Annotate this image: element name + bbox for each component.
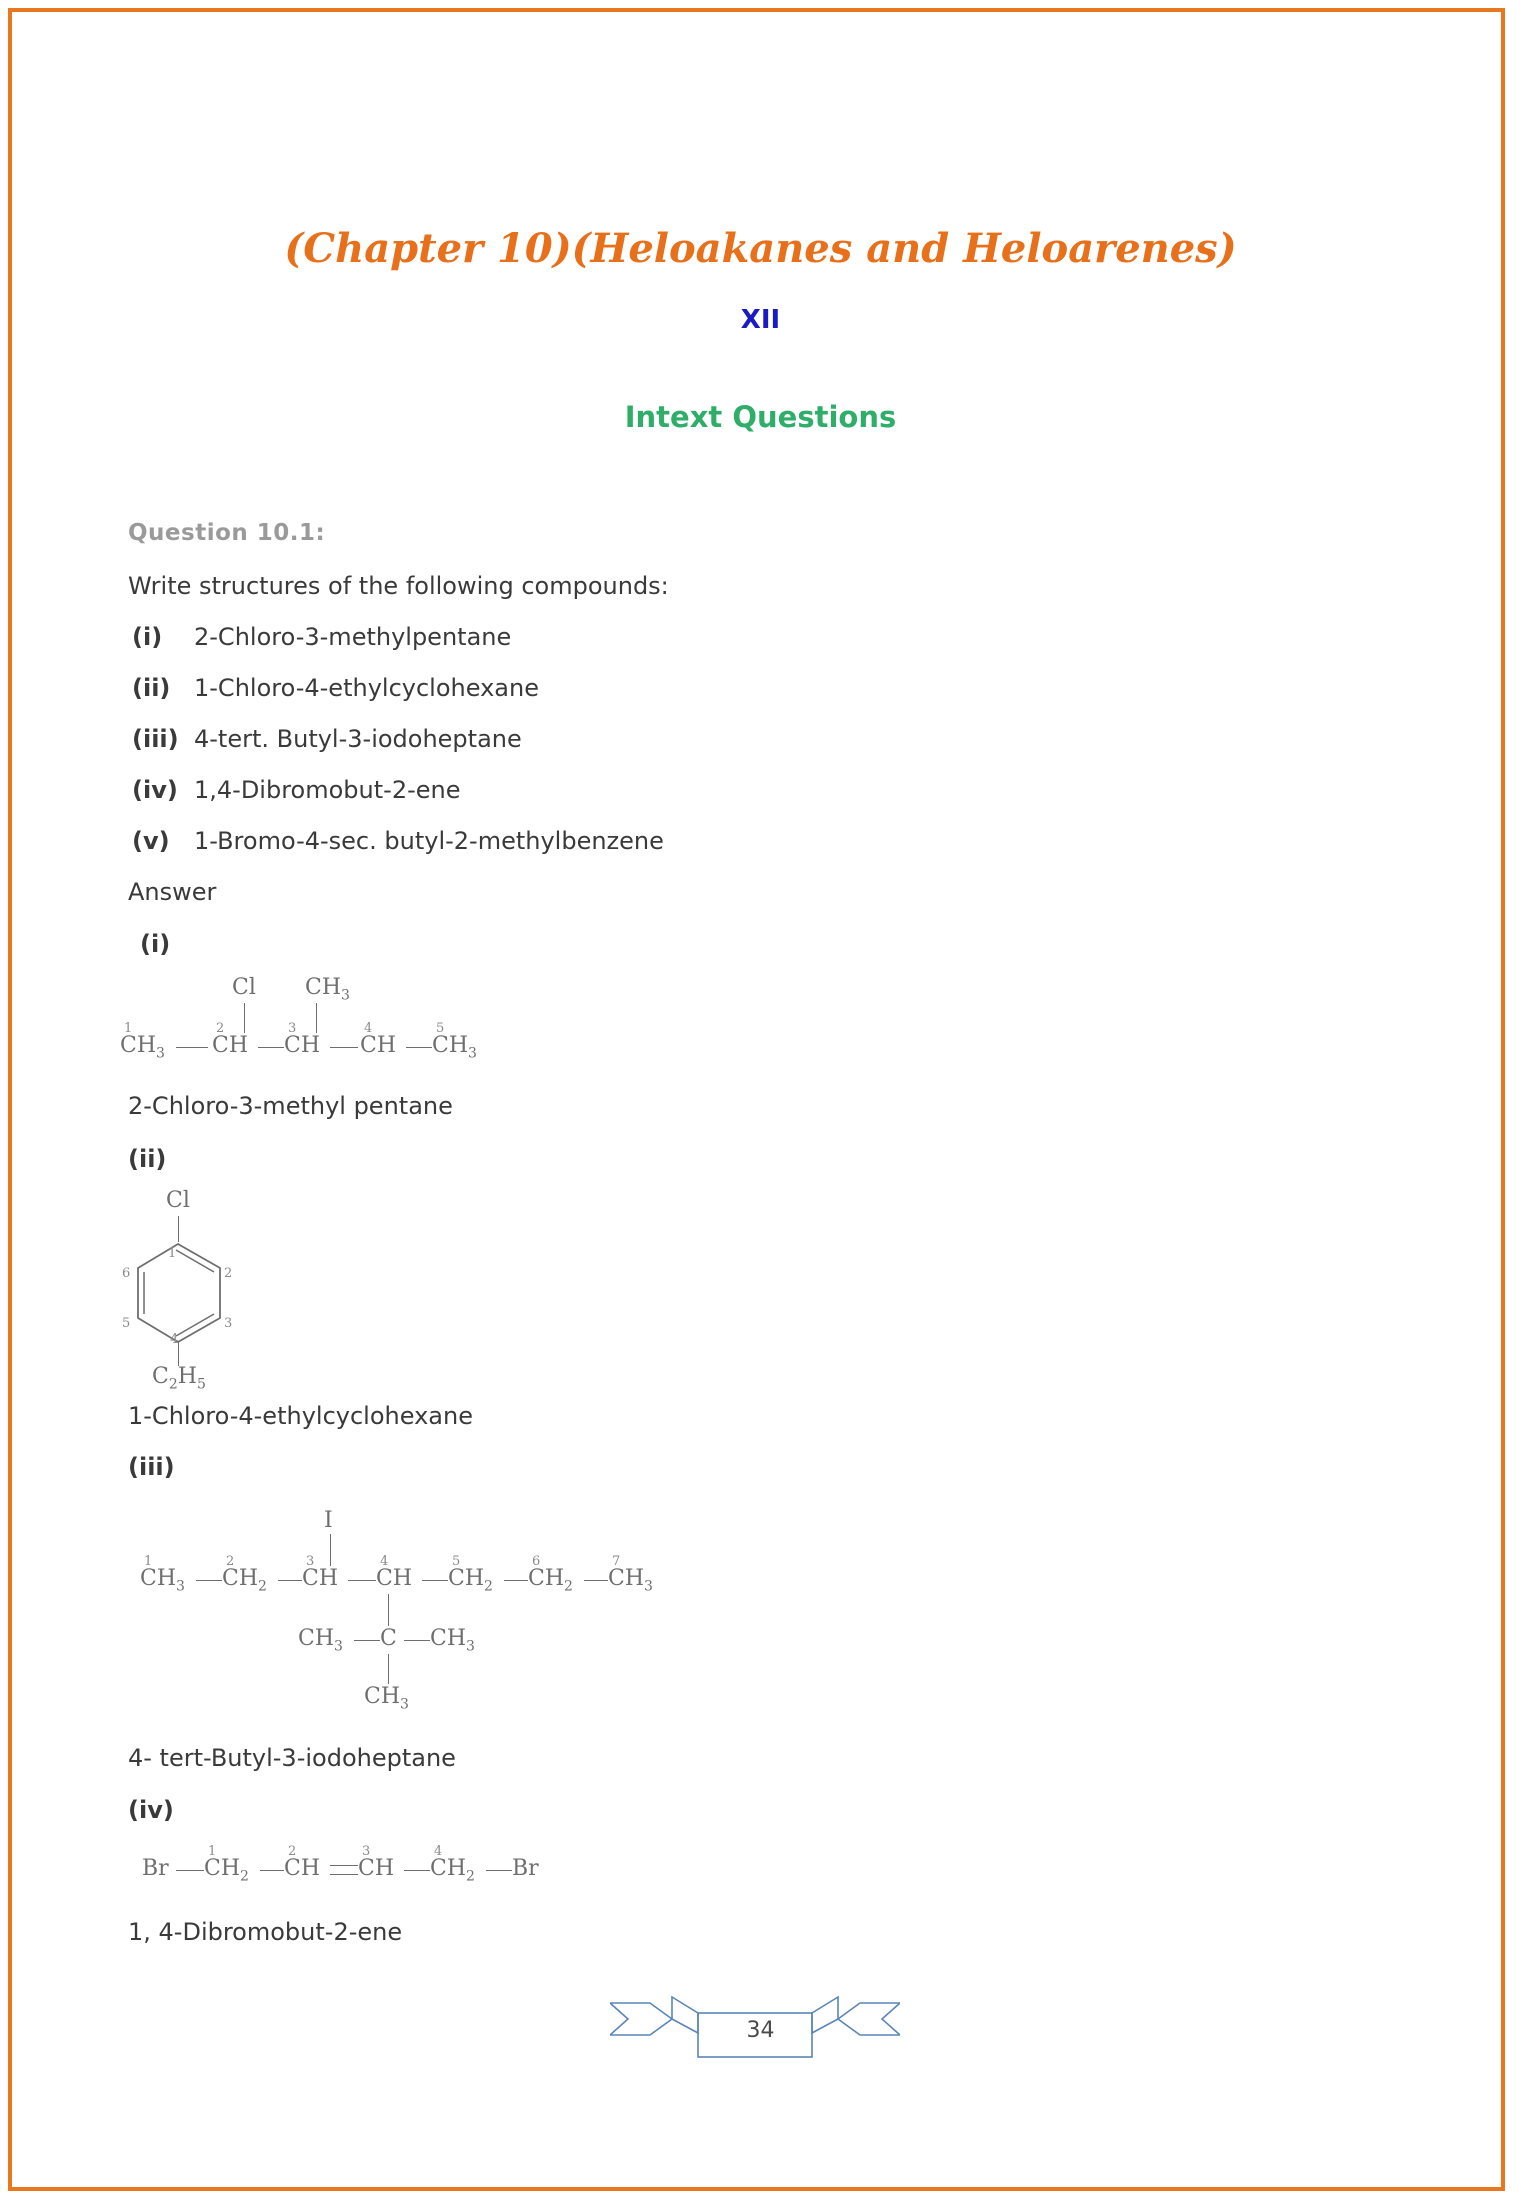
atom-cl: Cl <box>166 1188 190 1213</box>
bond-vertical <box>316 1003 317 1033</box>
locant: 5 <box>436 1021 445 1036</box>
locant: 5 <box>452 1554 461 1569</box>
question-item <box>132 674 539 702</box>
atom-ch-c4: CH <box>376 1566 413 1591</box>
atom-ch-c3: CH <box>284 1033 321 1058</box>
structure-4-tert-butyl-3-iodoheptane <box>140 1508 700 1728</box>
locant: 7 <box>612 1554 621 1569</box>
page-number: 34 <box>746 2018 775 2043</box>
bond-horizontal <box>404 1640 430 1641</box>
atom-ch3-c1: $CH_3$ <box>120 1033 165 1062</box>
atom-ch2-c4: $CH_2$ <box>430 1856 475 1885</box>
bond-horizontal <box>354 1640 380 1641</box>
atom-ch3-branch-bottom: $CH_3$ <box>364 1684 409 1713</box>
atom-ch-c3: CH <box>358 1856 395 1881</box>
atom-ch2-c6: $CH_2$ <box>528 1566 573 1595</box>
item-number: (iv) <box>132 776 178 804</box>
answer-caption-i: 2-Chloro-3-methyl pentane <box>128 1092 453 1120</box>
locant: 3 <box>288 1021 297 1036</box>
bond-vertical <box>178 1216 179 1242</box>
item-text: 1,4-Dibromobut-2-ene <box>194 776 461 804</box>
locant: 1 <box>168 1246 177 1261</box>
answer-label: Answer <box>128 878 217 906</box>
item-number: (v) <box>132 827 170 855</box>
bond-horizontal <box>260 1870 284 1871</box>
locant: 3 <box>362 1844 371 1859</box>
class-label: XII <box>740 305 781 335</box>
answer-caption-iii: 4- tert-Butyl-3-iodoheptane <box>128 1744 456 1772</box>
structure-1-chloro-4-ethylcyclohexane <box>122 1188 350 1393</box>
atom-ch-c2: CH <box>212 1033 249 1058</box>
bond-horizontal <box>504 1580 528 1581</box>
question-item <box>132 827 664 855</box>
bond-horizontal <box>406 1047 432 1048</box>
question-item <box>132 776 460 804</box>
section-title: Intext Questions <box>624 400 897 434</box>
item-text: 1-Chloro-4-ethylcyclohexane <box>194 674 539 702</box>
locant: 2 <box>288 1844 297 1859</box>
atom-quaternary-c: C <box>380 1626 397 1651</box>
bond-horizontal <box>404 1870 430 1871</box>
bond-vertical <box>388 1594 389 1626</box>
locant: 6 <box>122 1266 131 1281</box>
atom-br-left: Br <box>142 1856 169 1881</box>
locant: 4 <box>170 1332 179 1347</box>
locant: 5 <box>122 1316 131 1331</box>
item-text: 2-Chloro-3-methylpentane <box>194 623 512 651</box>
locant: 4 <box>380 1554 389 1569</box>
cyclohexane-ring <box>130 1240 250 1350</box>
atom-iodine: I <box>324 1508 333 1533</box>
atom-ch3-branch-right: $CH_3$ <box>430 1626 475 1655</box>
bond-horizontal <box>486 1870 512 1871</box>
atom-ch3-c1: $CH_3$ <box>140 1566 185 1595</box>
atom-ch-c3: CH <box>302 1566 339 1591</box>
atom-ch2-c1: $CH_2$ <box>204 1856 249 1885</box>
question-item <box>132 623 511 651</box>
locant: 2 <box>224 1266 233 1281</box>
bond-vertical <box>244 1003 245 1033</box>
bond-horizontal <box>330 1047 358 1048</box>
bond-horizontal <box>422 1580 448 1581</box>
locant: 2 <box>226 1554 235 1569</box>
locant: 4 <box>364 1021 373 1036</box>
item-number: (i) <box>132 623 163 651</box>
locant: 3 <box>224 1316 233 1331</box>
item-text: 1-Bromo-4-sec. butyl-2-methylbenzene <box>194 827 664 855</box>
bond-vertical <box>388 1654 389 1684</box>
locant: 1 <box>144 1554 153 1569</box>
answer-part-number-iv: (iv) <box>128 1796 174 1824</box>
bond-horizontal <box>176 1870 204 1871</box>
bond-horizontal <box>584 1580 608 1581</box>
atom-ch3-c7: $CH_3$ <box>608 1566 653 1595</box>
bond-double-bottom <box>330 1874 358 1875</box>
bond-horizontal <box>348 1580 376 1581</box>
atom-cl: Cl <box>232 975 256 1000</box>
atom-br-right: Br <box>512 1856 539 1881</box>
answer-part-number-i: (i) <box>140 930 171 958</box>
atom-ch2-c5: $CH_2$ <box>448 1566 493 1595</box>
answer-caption-ii: 1-Chloro-4-ethylcyclohexane <box>128 1402 473 1430</box>
atom-ch3-branch-left: $CH_3$ <box>298 1626 343 1655</box>
locant: 1 <box>124 1021 133 1036</box>
atom-ch3-branch: $CH_3$ <box>305 975 350 1004</box>
answer-caption-iv: 1, 4-Dibromobut-2-ene <box>128 1918 403 1946</box>
bond-horizontal <box>196 1580 222 1581</box>
atom-ch2-c2: $CH_2$ <box>222 1566 267 1595</box>
page-title: (Chapter 10)(Heloakanes and Heloarenes) <box>284 225 1237 272</box>
bond-vertical <box>330 1534 331 1566</box>
answer-part-number-iii: (iii) <box>128 1453 175 1481</box>
question-prompt: Write structures of the following compounds: <box>128 572 669 600</box>
atom-ch-c4: CH <box>360 1033 397 1058</box>
atom-ethyl: $C_2H_5$ <box>152 1364 206 1393</box>
question-item <box>132 725 522 753</box>
atom-ch-c2: CH <box>284 1856 321 1881</box>
structure-1-4-dibromobut-2-ene <box>142 1844 562 1898</box>
question-label: Question 10.1: <box>128 520 326 546</box>
bond-horizontal <box>258 1047 284 1048</box>
locant: 3 <box>306 1554 315 1569</box>
atom-ch3-c5: $CH_3$ <box>432 1033 477 1062</box>
item-number: (ii) <box>132 674 171 702</box>
bond-horizontal <box>278 1580 302 1581</box>
item-text: 4-tert. Butyl-3-iodoheptane <box>194 725 522 753</box>
bond-double-top <box>330 1865 358 1866</box>
bond-horizontal <box>176 1047 208 1048</box>
locant: 1 <box>208 1844 217 1859</box>
locant: 4 <box>434 1844 443 1859</box>
locant: 6 <box>532 1554 541 1569</box>
structure-2-chloro-3-methylpentane <box>120 975 540 1065</box>
locant: 2 <box>216 1021 225 1036</box>
item-number: (iii) <box>132 725 179 753</box>
answer-part-number-ii: (ii) <box>128 1145 167 1173</box>
